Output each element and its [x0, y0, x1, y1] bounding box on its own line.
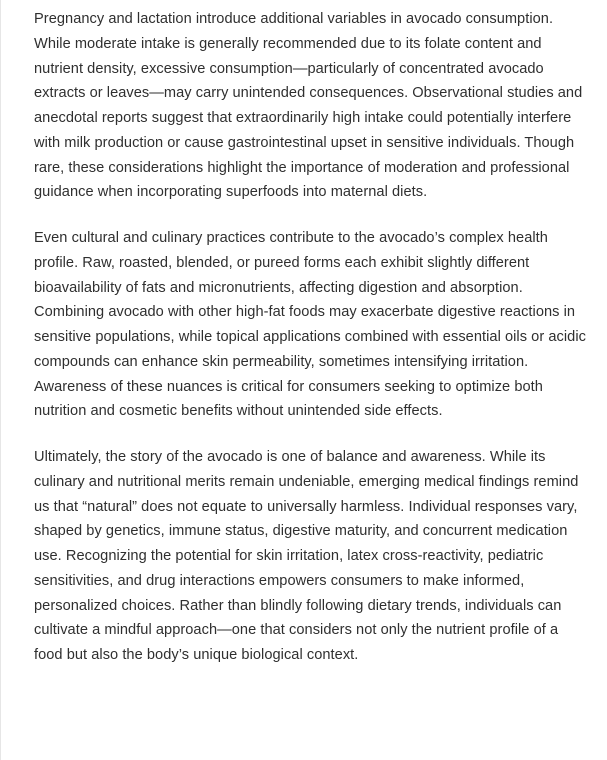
paragraph-pregnancy-lactation: Pregnancy and lactation introduce additional variables in avocado consumption. While moderate intake is generally recommended due to its folate content and nutrient density, excessive consumption—particularly of concentrated avocado extracts or leaves—may carry unintended consequences. Observational studies and anecdotal reports suggest that extraordinarily high intake could potentially interfere with milk production or cause gastrointestinal upset in sensitive individuals. Though rare, these considerations highlight the importance of moderation and professional guidance when incorporating superfoods into maternal diets.	[34, 11, 583, 201]
paragraph-conclusion: Ultimately, the story of the avocado is one of balance and awareness. While its culinary and nutritional merits remain undeniable, emerging medical findings remind us that “natural” does not equate to universally harmless. Individual responses vary, shaped by genetics, immune status, digestive maturity, and concurrent medication use. Recognizing the potential for skin irritation, latex cross-reactivity, pediatric sensitivities, and drug interactions empowers consumers to make informed, personalized choices. Rather than blindly following dietary trends, individuals can cultivate a mindful approach—one that considers not only the nutrient profile of a food but also the body’s unique biological context.	[34, 449, 579, 663]
paragraph-culinary-practices: Even cultural and culinary practices contribute to the avocado’s complex health profile. Raw, roasted, blended, or pureed forms each exhibit slightly different bioavailability of fats and micronutrients, affecting digestion and absorption. Combining avocado with other high-fat foods may exacerbate digestive reactions in sensitive populations, while topical applications combined with essential oils or acidic compounds can enhance skin permeability, sometimes intensifying irritation. Awareness of these nuances is critical for consumers seeking to optimize both nutrition and cosmetic benefits without unintended side effects.	[34, 230, 586, 420]
